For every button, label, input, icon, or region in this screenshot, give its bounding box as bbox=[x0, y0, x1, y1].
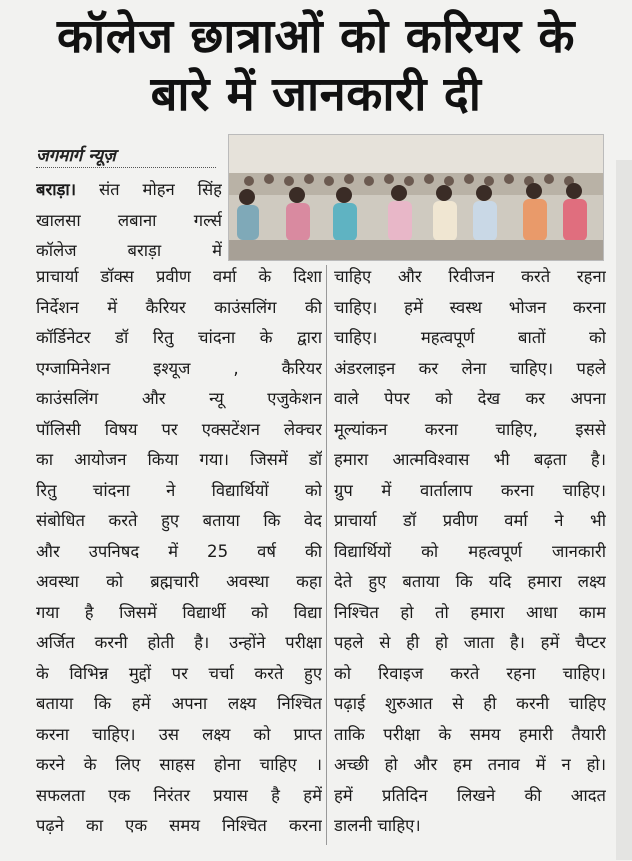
article-line: ग्रुप में वार्तालाप करना चाहिए। bbox=[334, 480, 606, 500]
article-line: निश्चित हो तो हमारा आधा काम bbox=[334, 602, 606, 622]
article-line: अंडरलाइन कर लेना चाहिए। पहले bbox=[334, 358, 606, 378]
article-column-2 bbox=[334, 262, 606, 842]
article-line: सफलता एक निरंतर प्रयास है हमें bbox=[36, 785, 322, 805]
headline-line-2: बारे में जानकारी दी bbox=[150, 67, 482, 122]
article-line: डालनी चाहिए। bbox=[334, 816, 421, 835]
article-line: पॉलिसी विषय पर एक्सटेंशन लेक्चर bbox=[36, 419, 322, 439]
byline: जगमार्ग न्यूज़ bbox=[36, 143, 216, 168]
article-line: खालसा लबाना गर्ल्स bbox=[36, 210, 222, 230]
article-line: चाहिए और रिवीजन करते रहना bbox=[334, 267, 606, 286]
article-line: कॉलेज बराड़ा में bbox=[36, 241, 222, 260]
article-line: एग्जामिनेशन इश्यूज , कैरियर bbox=[36, 358, 322, 378]
headline-line-1: कॉलेज छात्राओं को करियर के bbox=[56, 9, 576, 64]
article-line: हमें प्रतिदिन लिखने की आदत bbox=[334, 785, 606, 805]
article-line: चाहिए। हमें स्वस्थ भोजन करना bbox=[334, 297, 606, 317]
article-line bbox=[36, 175, 222, 206]
article-line: चाहिए। महत्वपूर्ण बातों को bbox=[334, 328, 606, 347]
article-line: प्राचार्या डॉ प्रवीण वर्मा ने भी bbox=[334, 511, 606, 530]
photo-image bbox=[229, 135, 603, 260]
adjacent-column-edge bbox=[616, 160, 632, 860]
column-divider bbox=[326, 265, 327, 845]
article-line: कॉर्डिनेटर डॉ रितु चांदना के द्वारा bbox=[36, 328, 322, 347]
article-intro bbox=[36, 175, 222, 267]
article-line: का आयोजन किया गया। जिसमें डॉ bbox=[36, 450, 322, 469]
article-line: अर्जित करनी होती है। उन्होंने परीक्षा bbox=[36, 633, 322, 652]
article-column-1 bbox=[36, 262, 322, 842]
article-line: के विभिन्न मुद्दों पर चर्चा करते हुए bbox=[36, 663, 322, 683]
article-line: काउंसलिंग और न्यू एजुकेशन bbox=[36, 389, 322, 408]
article-line: बताया कि हमें अपना लक्ष्य निश्चित bbox=[36, 694, 322, 713]
article-line: वाले पेपर को देख कर अपना bbox=[334, 389, 606, 408]
article-line: और उपनिषद में 25 वर्ष की bbox=[36, 541, 322, 561]
article-line: ताकि परीक्षा के समय हमारी तैयारी bbox=[334, 724, 606, 744]
article-line: प्राचार्या डॉक्स प्रवीण वर्मा के दिशा bbox=[36, 267, 322, 286]
article-line: रितु चांदना ने विद्यार्थियों को bbox=[36, 480, 322, 500]
article-line: गया है जिसमें विद्यार्थी को विद्या bbox=[36, 602, 322, 622]
article-line: करने के लिए साहस होना चाहिए । bbox=[36, 755, 322, 774]
event-photo bbox=[228, 134, 604, 261]
article-line: अवस्था को ब्रह्मचारी अवस्था कहा bbox=[36, 572, 322, 591]
article-line: को रिवाइज करते रहना चाहिए। bbox=[334, 663, 606, 683]
article-line: निर्देशन में कैरियर काउंसलिंग की bbox=[36, 297, 322, 317]
article-line: देते हुए बताया कि यदि हमारा लक्ष्य bbox=[334, 572, 606, 591]
article-line: हमारा आत्मविश्वास भी बढ़ता है। bbox=[334, 450, 606, 469]
article-line: विद्यार्थियों को महत्वपूर्ण जानकारी bbox=[334, 541, 606, 561]
article-line: करना चाहिए। उस लक्ष्य को प्राप्त bbox=[36, 724, 322, 744]
article-line: अच्छी हो और हम तनाव में न हो। bbox=[334, 755, 606, 774]
article-text: संत मोहन सिंह bbox=[98, 180, 222, 199]
dateline-location: बराड़ा। bbox=[36, 180, 77, 199]
article-line: संबोधित करते हुए बताया कि वेद bbox=[36, 511, 322, 530]
article-line: पढ़ने का एक समय निश्चित करना bbox=[36, 816, 322, 835]
article-line: पढ़ाई शुरुआत से ही करनी चाहिए bbox=[334, 694, 606, 713]
article-line: पहले से ही हो जाता है। हमें चैप्टर bbox=[334, 633, 606, 652]
headline bbox=[20, 8, 612, 124]
article-line: मूल्यांकन करना चाहिए, इससे bbox=[334, 419, 606, 439]
